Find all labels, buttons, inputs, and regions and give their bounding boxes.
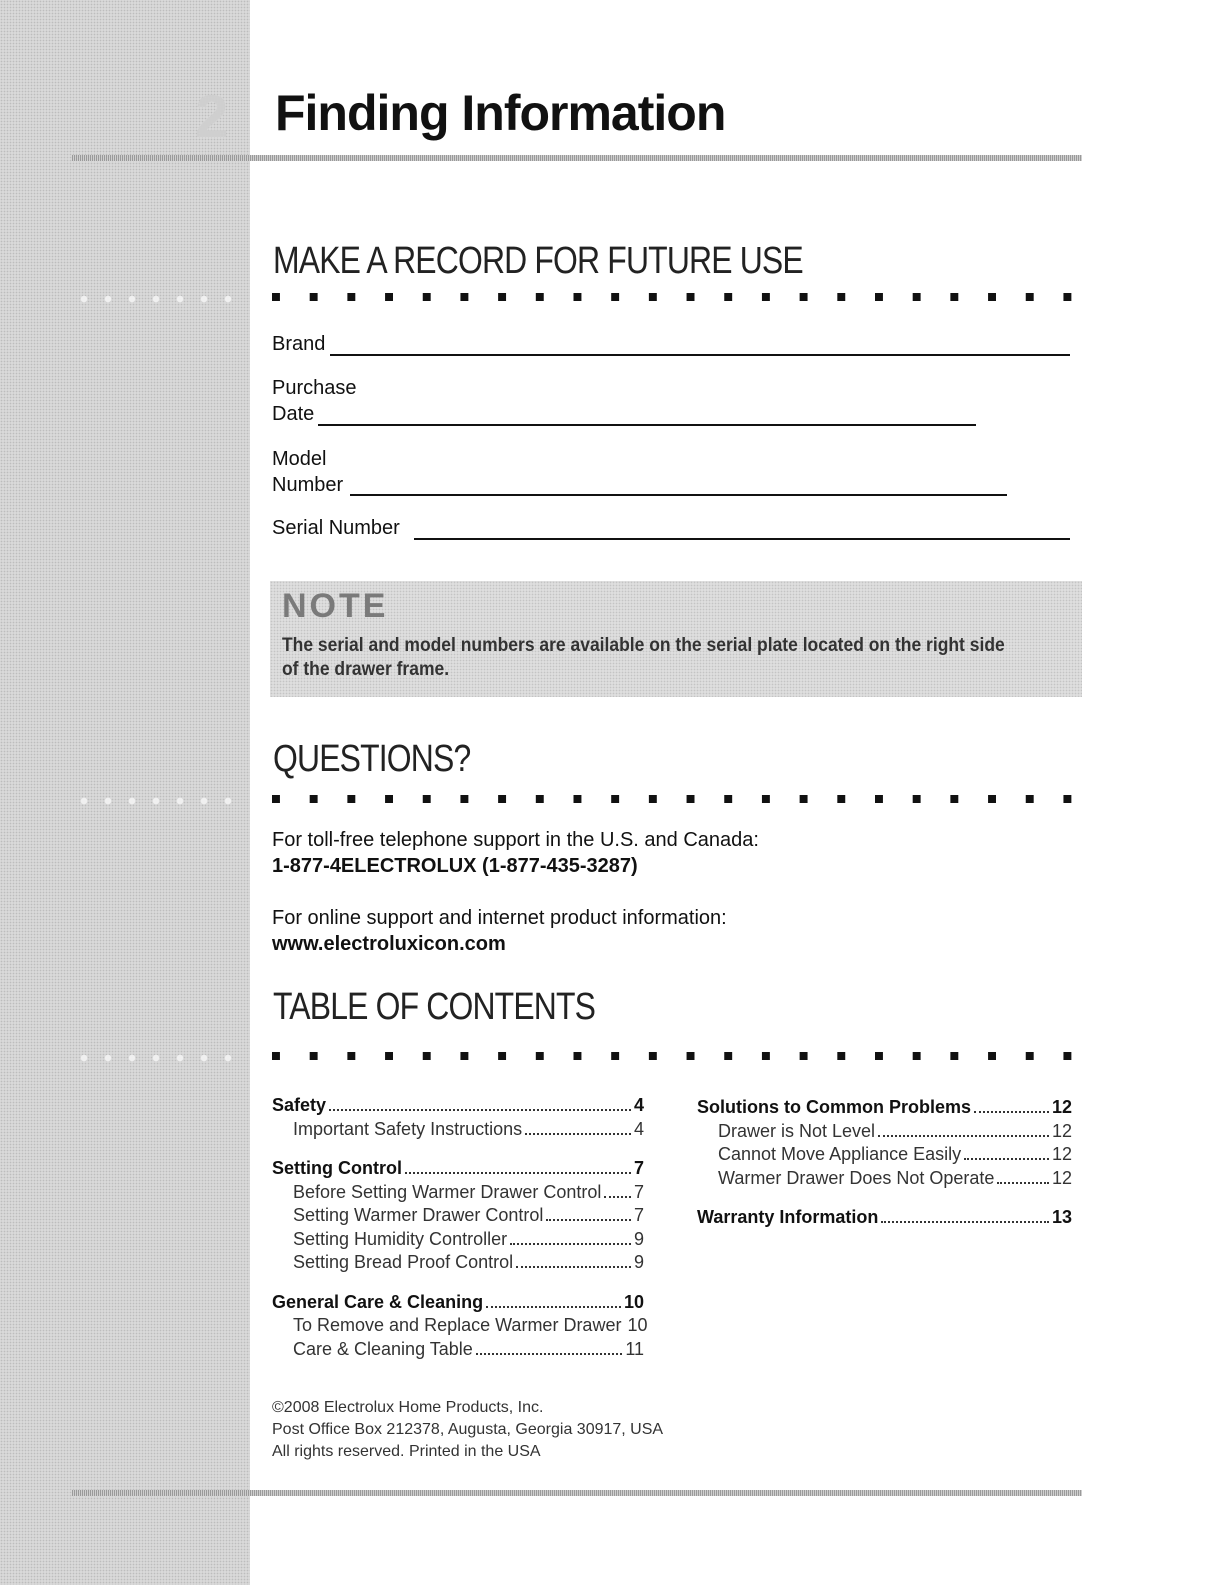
questions-section-title: QUESTIONS? <box>273 738 471 780</box>
toc-right-column <box>697 1096 1072 1230</box>
note-label: NOTE <box>282 587 389 625</box>
note-box <box>270 581 1082 697</box>
top-rule <box>72 155 1082 161</box>
toc-entry[interactable]: Setting Bread Proof Control 9 <box>293 1252 644 1272</box>
questions-divider <box>272 795 1082 803</box>
model-number-field[interactable] <box>350 494 1007 496</box>
rights-line: All rights reserved. Printed in the USA <box>272 1443 541 1460</box>
toc-entry[interactable]: Important Safety Instructions 4 <box>293 1118 644 1139</box>
toc-divider <box>272 1052 1082 1060</box>
toc-entry[interactable]: Setting Warmer Drawer Control 7 <box>293 1205 644 1225</box>
brand-label: Brand <box>272 333 326 355</box>
sidebar-dots-questions <box>72 795 242 807</box>
serial-label: Serial Number <box>272 517 400 539</box>
purchase-label-2: Date <box>272 403 315 425</box>
bottom-rule <box>72 1490 1082 1496</box>
toc-entry[interactable]: Solutions to Common Problems 12 <box>697 1097 1072 1117</box>
purchase-date-field[interactable] <box>318 424 976 426</box>
record-section-title: MAKE A RECORD FOR FUTURE USE <box>273 240 803 282</box>
toc-section-title: TABLE OF CONTENTS <box>273 986 596 1028</box>
note-text: The serial and model numbers are available on the serial plate located on the right side of the drawer frame. <box>282 635 1005 680</box>
phone-intro: For toll-free telephone support in the U.S. and Canada: <box>272 829 759 851</box>
toc-entry[interactable]: Setting Control 7 <box>272 1158 644 1178</box>
website-link[interactable]: www.electroluxicon.com <box>272 933 506 955</box>
address-line: Post Office Box 212378, Augusta, Georgia 30917, USA <box>272 1421 664 1438</box>
chapter-number: 2 <box>195 83 229 150</box>
toc-entry[interactable]: Warranty Information 13 <box>697 1207 1072 1227</box>
toc-left-column <box>272 1094 648 1361</box>
toc-entry[interactable]: Care & Cleaning Table 11 <box>293 1338 644 1359</box>
phone-number: 1-877-4ELECTROLUX (1-877-435-3287) <box>272 855 638 877</box>
serial-number-field[interactable] <box>414 538 1070 540</box>
toc-entry[interactable]: To Remove and Replace Warmer Drawer 10 <box>293 1315 648 1335</box>
toc-entry[interactable]: Setting Humidity Controller 9 <box>293 1228 644 1249</box>
chapter-title: Finding Information <box>275 85 726 141</box>
copyright-line: ©2008 Electrolux Home Products, Inc. <box>272 1399 544 1416</box>
purchase-label-1: Purchase <box>272 377 357 399</box>
sidebar-band <box>0 0 250 1585</box>
toc-entry[interactable]: Drawer is Not Level 12 <box>718 1120 1072 1141</box>
sidebar-dots-toc <box>72 1052 242 1064</box>
toc-entry[interactable]: Warmer Drawer Does Not Operate 12 <box>718 1167 1072 1188</box>
online-intro: For online support and internet product information: <box>272 907 727 929</box>
model-label-1: Model <box>272 448 327 470</box>
brand-field[interactable] <box>330 354 1070 356</box>
record-divider <box>272 293 1082 301</box>
toc-entry[interactable]: Cannot Move Appliance Easily 12 <box>718 1144 1072 1164</box>
copyright-block <box>272 1397 663 1463</box>
toc-entry[interactable]: Safety 4 <box>272 1095 644 1115</box>
toc-entry[interactable]: General Care & Cleaning 10 <box>272 1291 644 1312</box>
model-label-2: Number <box>272 474 344 496</box>
toc-entry[interactable]: Before Setting Warmer Drawer Control 7 <box>293 1181 644 1202</box>
sidebar-dots-record <box>72 293 242 305</box>
